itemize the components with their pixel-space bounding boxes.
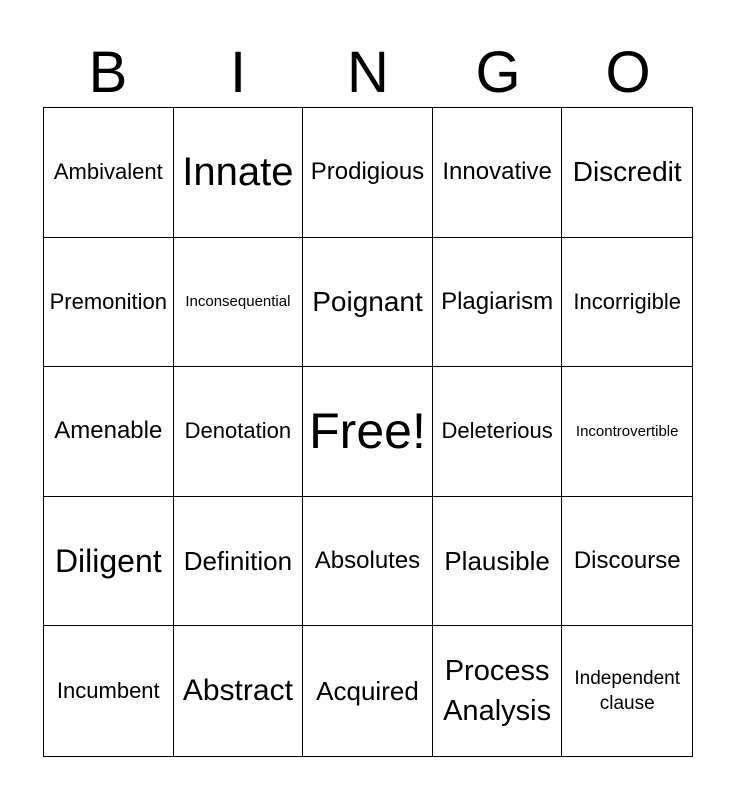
bingo-cell[interactable] — [44, 626, 174, 756]
header-letter-b: B — [88, 40, 128, 105]
bingo-cell[interactable] — [174, 238, 304, 368]
bingo-cell[interactable] — [44, 238, 174, 368]
bingo-cell[interactable] — [562, 497, 692, 627]
free-space-cell[interactable] — [303, 367, 433, 497]
bingo-cell[interactable] — [174, 626, 304, 756]
bingo-cell[interactable] — [562, 108, 692, 238]
cell-text-line: Process — [444, 655, 550, 688]
cell-text: Abstract — [182, 674, 293, 708]
cell-text-line: Analysis — [443, 695, 552, 728]
cell-text-line: clause — [599, 693, 655, 715]
cell-text: Premonition — [49, 288, 167, 314]
cell-text: Inconsequential — [185, 293, 291, 311]
bingo-cell[interactable] — [44, 108, 174, 238]
bingo-cell[interactable] — [433, 238, 563, 368]
bingo-cell[interactable] — [44, 497, 174, 627]
cell-text: Absolutes — [314, 547, 421, 575]
cell-text: Denotation — [184, 418, 292, 444]
header-letter-g: G — [475, 40, 521, 105]
cell-text: Incontrovertible — [575, 422, 679, 440]
cell-text: Incumbent — [56, 678, 160, 704]
cell-text: Diligent — [54, 542, 162, 579]
cell-text: Definition — [183, 545, 293, 576]
bingo-cell[interactable] — [174, 108, 304, 238]
bingo-cell[interactable] — [303, 108, 433, 238]
cell-text: Plausible — [444, 545, 550, 576]
cell-text: Deleterious — [441, 418, 553, 444]
bingo-cell[interactable] — [303, 497, 433, 627]
cell-text: Poignant — [312, 285, 423, 317]
bingo-cell[interactable] — [303, 238, 433, 368]
cell-text: Discredit — [572, 156, 682, 188]
cell-text: Amenable — [54, 417, 163, 445]
cell-text-line: Independent — [574, 668, 681, 690]
free-space-text: Free! — [309, 403, 426, 460]
bingo-cell[interactable] — [433, 497, 563, 627]
cell-text — [443, 651, 551, 731]
cell-text: Ambivalent — [53, 159, 163, 185]
cell-text: Incorrigible — [573, 288, 681, 314]
bingo-cell[interactable] — [174, 367, 304, 497]
header-letter-i: I — [229, 40, 247, 105]
bingo-cell[interactable] — [433, 108, 563, 238]
bingo-cell[interactable] — [433, 367, 563, 497]
bingo-cell[interactable] — [562, 238, 692, 368]
cell-text: Innate — [182, 149, 294, 194]
bingo-cell[interactable] — [433, 626, 563, 756]
header-letter-o: O — [605, 40, 651, 105]
cell-text: Discourse — [573, 547, 681, 575]
header-letter-n: N — [347, 40, 389, 105]
bingo-cell[interactable] — [562, 626, 692, 756]
bingo-cell[interactable] — [303, 626, 433, 756]
cell-text: Innovative — [442, 158, 552, 186]
bingo-cell[interactable] — [44, 367, 174, 497]
bingo-board — [43, 107, 693, 757]
cell-text: Prodigious — [310, 158, 425, 186]
cell-text: Plagiarism — [441, 287, 554, 315]
bingo-cell[interactable] — [562, 367, 692, 497]
cell-text — [574, 666, 680, 716]
cell-text: Acquired — [316, 675, 419, 706]
bingo-header — [43, 40, 693, 106]
bingo-cell[interactable] — [174, 497, 304, 627]
